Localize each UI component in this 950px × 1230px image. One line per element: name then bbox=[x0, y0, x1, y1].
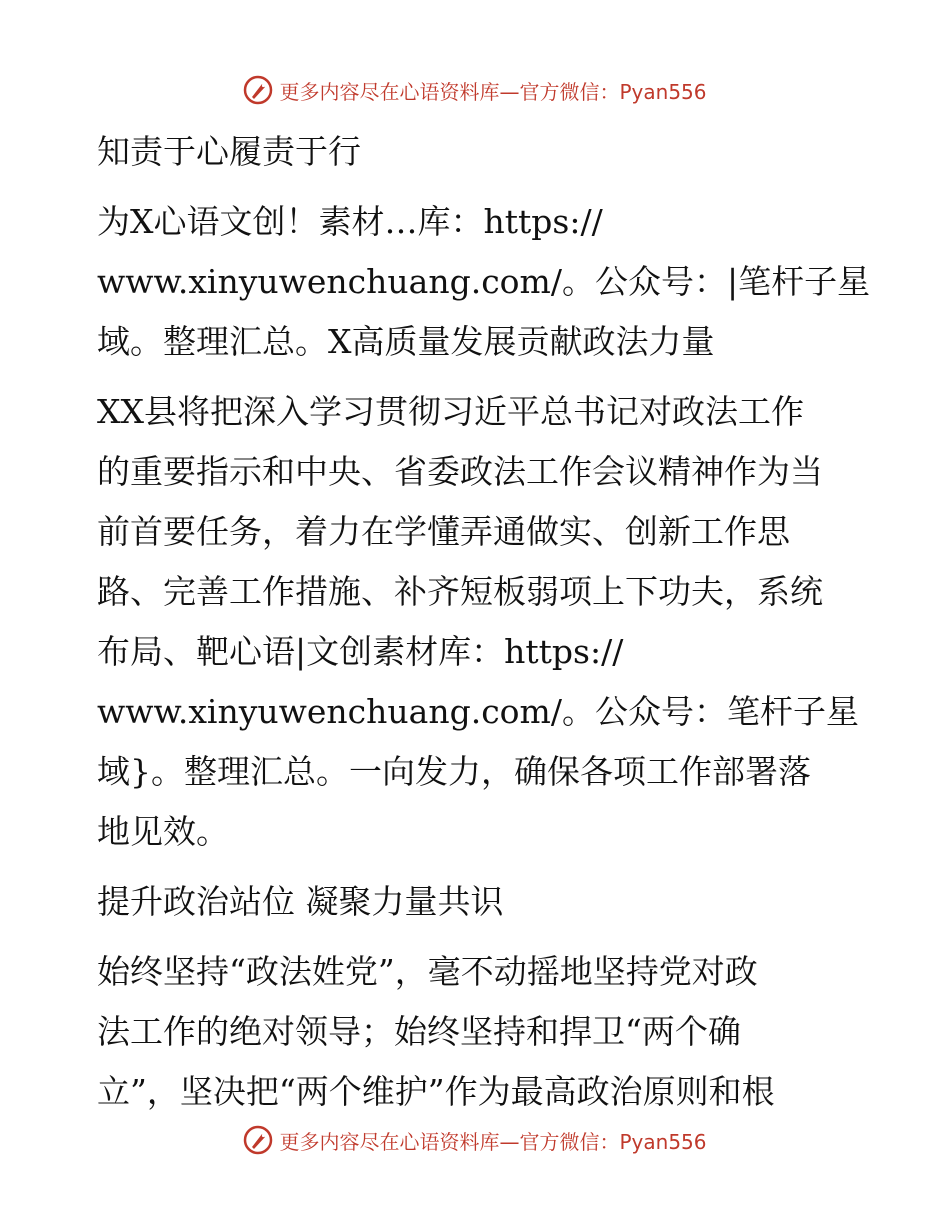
text-line: 法工作的绝对领导；始终坚持和捍卫“两个确 bbox=[97, 1012, 741, 1051]
text-line: 的重要指示和中央、省委政法工作会议精神作为当 bbox=[97, 452, 823, 491]
text-line: 知责于心履责于行 bbox=[97, 132, 361, 171]
text-line: XX县将把深入学习贯彻习近平总书记对政法工作 bbox=[97, 392, 804, 431]
watermark-text: 更多内容尽在心语资料库—官方微信：Pyan556 bbox=[279, 79, 707, 104]
watermark-text: 更多内容尽在心语资料库—官方微信：Pyan556 bbox=[279, 1129, 707, 1154]
text-line: www.xinyuwenchuang.com/。公众号：笔杆子星 bbox=[97, 692, 859, 731]
text-line: 立”，坚决把“两个维护”作为最高政治原则和根 bbox=[97, 1072, 775, 1111]
text-line: 始终坚持“政法姓党”，毫不动摇地坚持党对政 bbox=[97, 952, 758, 991]
text-line: 域}。整理汇总。一向发力，确保各项工作部署落 bbox=[97, 752, 811, 791]
section-heading bbox=[97, 872, 857, 932]
text-line: 路、完善工作措施、补齐短板弱项上下功夫，系统 bbox=[97, 572, 823, 611]
paragraph-body-1 bbox=[97, 382, 857, 862]
text-line: 为X心语文创！素材…库：https:// bbox=[97, 202, 603, 241]
text-line: 前首要任务，着力在学懂弄通做实、创新工作思 bbox=[97, 512, 790, 551]
paragraph-body-2 bbox=[97, 942, 857, 1122]
text-line: 提升政治站位 凝聚力量共识 bbox=[97, 882, 504, 921]
footer-watermark bbox=[0, 1120, 950, 1160]
pen-nib-circle-icon bbox=[243, 75, 273, 105]
text-line: www.xinyuwenchuang.com/。公众号：|笔杆子星 bbox=[97, 262, 871, 301]
pen-nib-circle-icon bbox=[243, 1125, 273, 1155]
text-line: 地见效。 bbox=[97, 812, 229, 851]
text-line: 域。整理汇总。X高质量发展贡献政法力量 bbox=[97, 322, 715, 361]
paragraph-source-note bbox=[97, 192, 871, 372]
text-line: 布局、靶心语|文创素材库：https:// bbox=[97, 632, 624, 671]
header-watermark bbox=[0, 70, 950, 110]
paragraph-title bbox=[97, 122, 857, 182]
document-body bbox=[97, 122, 871, 1132]
